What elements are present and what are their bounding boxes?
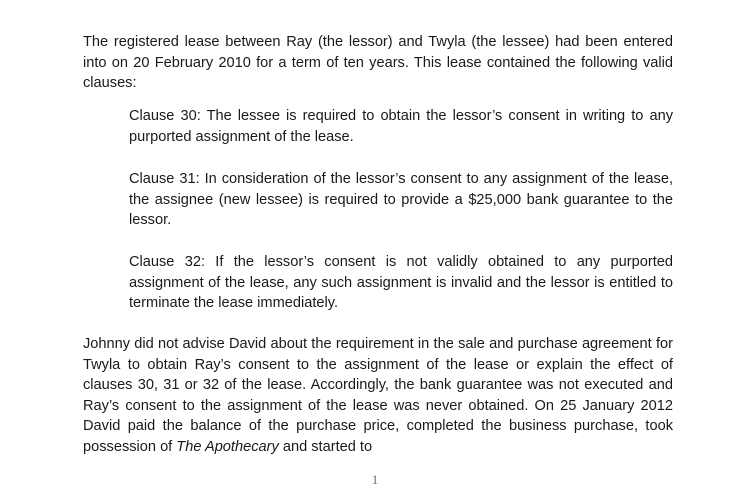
clause-31: Clause 31: In consideration of the lessor’s consent to any assignment of the lease, the assignee (new lessee) is required to provide a $25,000 bank guarantee to the lessor. <box>129 171 673 229</box>
body-paragraph <box>83 334 673 458</box>
clause-32: Clause 32: If the lessor’s consent is not validly obtained to any purported assignment of the lease, any such assignment is invalid and the lessor is entitled to terminate the lease immediately. <box>129 254 673 312</box>
page-number: 1 <box>371 472 379 487</box>
body-paragraph-text-end: and started to <box>278 438 373 455</box>
business-name: The Apothecary <box>176 438 279 455</box>
intro-paragraph: The registered lease between Ray (the lessor) and Twyla (the lessee) had been entered into on 20 February 2010 for a term of ten years. This lease contained the following valid clauses: <box>83 34 673 92</box>
clause-30: Clause 30: The lessee is required to obtain the lessor’s consent in writing to any purported assignment of the lease. <box>129 108 673 145</box>
body-paragraph-text-start: Johnny did not advise David about the requirement in the sale and purchase agreement for Twyla to obtain Ray’s consent to the assignment of the lease or explain the effect of clauses 30, 31 or 32 of the lease. Accordingly, the bank guarantee was not executed and Ray’s consent to the assignment of the lease was never obtained. On 25 January 2012 David paid the balance of the purchase price, completed the business purchase, took possession of <box>83 336 673 455</box>
